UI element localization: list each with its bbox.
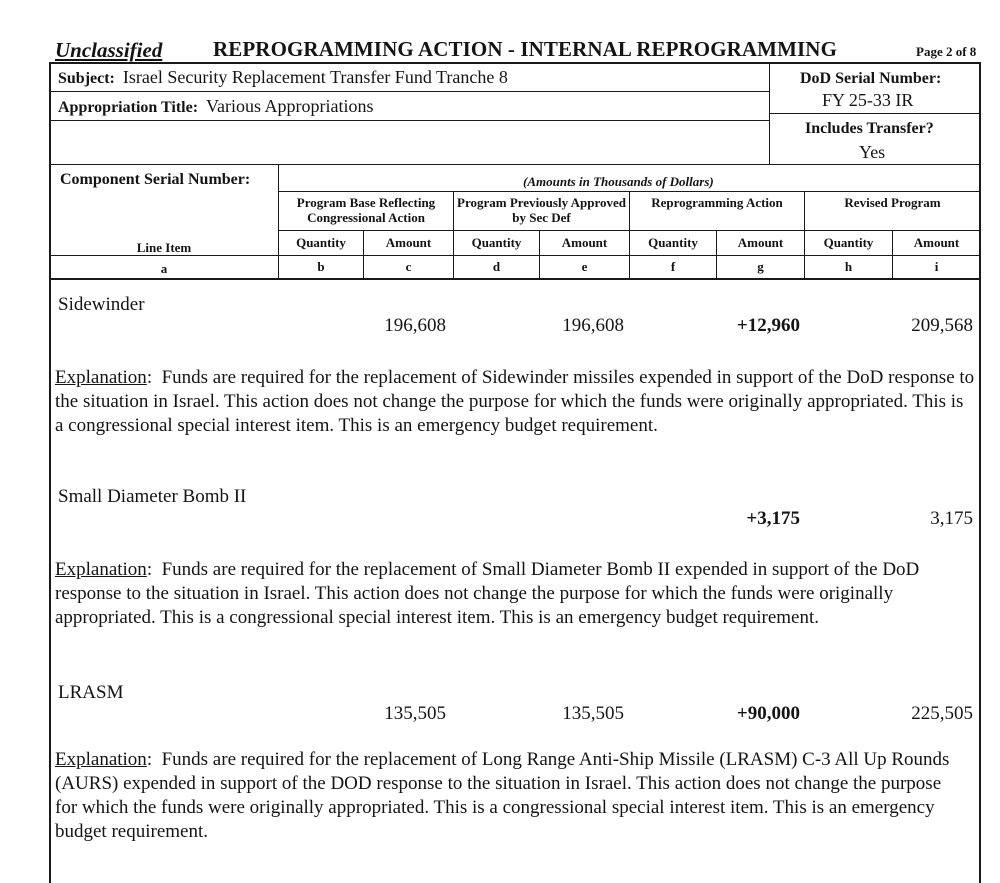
group-reprogramming-header: Reprogramming Action [651, 195, 783, 210]
component-serial-label: Component Serial Number: [60, 171, 251, 188]
explanation-paragraph: Explanation: Funds are required for the replacement of Small Diameter Bomb II expended in support of the DoD response to the situation in Israel. This action does not change the purpose for which the funds were originally appropriated. This is a congressional special interest item. This is an emergency budget requirement. [55, 559, 920, 628]
line-item-name: Sidewinder [58, 294, 145, 315]
revised-quantity-header: Quantity [823, 235, 874, 250]
frame-left [49, 62, 51, 883]
explanation-text: Funds are required for the replacement of Sidewinder missiles expended in support of the DoD response to the situation in Israel. This action does not change the purpose for which the funds were originally appropriated. This is a congressional special interest item. This is an emergency budget requirement. [55, 367, 975, 436]
base-amount-value: 135,505 [384, 703, 446, 724]
subject-underline [50, 91, 770, 92]
column-letter-f: f [670, 259, 676, 274]
explanation-paragraph: Explanation: Funds are required for the replacement of Long Range Anti-Ship Missile (LRASM) C-3 All Up Rounds (AURS) expended in support of the DOD response to the situation in Israel. This action does not change the purpose for which the funds were originally appropriated. This is a congressional special interest item. This is an emergency budget requirement. [55, 749, 950, 842]
group-base-header: Program Base Reflecting Congressional Action [296, 195, 436, 225]
explanation-label: Explanation [55, 367, 147, 388]
reprogramming-amount-value: +12,960 [736, 315, 800, 336]
explanation-label: Explanation [55, 559, 147, 580]
previous-amount-value: 135,505 [562, 703, 624, 724]
explanation-text: Funds are required for the replacement of Long Range Anti-Ship Missile (LRASM) C-3 All Up Rounds (AURS) expended in support of the DOD response to the situation in Israel. This action does not change the purpose for which the funds were originally appropriated. This is a congressional special interest item. This is an emergency budget requirement. [55, 749, 950, 842]
subject-field [58, 67, 508, 88]
explanation-label: Explanation [55, 749, 147, 770]
previous-quantity-header: Quantity [471, 235, 522, 250]
frame-top [49, 62, 980, 64]
page-number: Page 2 of 8 [916, 44, 977, 59]
column-letter-g: g [757, 259, 764, 274]
classification-marking: Unclassified [55, 38, 163, 62]
dod-serial-label: DoD Serial Number: [800, 70, 942, 87]
line-item-name: Small Diameter Bomb II [58, 486, 247, 507]
column-letter-b: b [317, 259, 325, 274]
group-revised-header: Revised Program [844, 195, 941, 210]
appropriation-value: Various Appropriations [206, 96, 374, 116]
subject-label: Subject: [58, 70, 115, 87]
previous-amount-value: 196,608 [562, 315, 624, 336]
base-amount-value: 196,608 [384, 315, 446, 336]
column-letter-d: d [492, 259, 501, 274]
includes-transfer-label: Includes Transfer? [805, 120, 934, 137]
reprogramming-quantity-header: Quantity [648, 235, 698, 250]
revised-amount-value: 3,175 [930, 508, 973, 529]
previous-amount-header: Amount [561, 235, 608, 250]
reprogramming-amount-header: Amount [737, 235, 784, 250]
serial-underline [770, 113, 980, 114]
subject-value: Israel Security Replacement Transfer Fund Tranche 8 [122, 67, 508, 87]
amounts-note: (Amounts in Thousands of Dollars) [523, 174, 714, 189]
reprogramming-amount-value: +3,175 [746, 508, 800, 529]
dod-serial-value: FY 25-33 IR [822, 90, 914, 110]
document-title: REPROGRAMMING ACTION - INTERNAL REPROGRAMMING [213, 37, 837, 61]
appropriation-underline [50, 120, 770, 121]
revised-amount-value: 209,568 [911, 315, 973, 336]
line-item-name: LRASM [58, 682, 124, 703]
includes-transfer-value: Yes [859, 142, 886, 162]
header-bottom [50, 164, 980, 165]
frame-right [979, 62, 981, 883]
group-previous-header: Program Previously Approved by Sec Def [457, 195, 626, 225]
letter-row-underline [50, 278, 980, 280]
column-letter-i: i [934, 259, 939, 274]
column-letter-c: c [405, 259, 412, 274]
revised-amount-header: Amount [913, 235, 960, 250]
line-item-header: Line Item [136, 240, 192, 255]
column-letter-h: h [844, 259, 853, 274]
explanation-text: Funds are required for the replacement of Small Diameter Bomb II expended in support of the DoD response to the situation in Israel. This action does not change the purpose for which the funds were originally appropriated. This is a congressional special interest item. This is an emergency budget requirement. [55, 559, 920, 628]
explanation-paragraph: Explanation: Funds are required for the replacement of Sidewinder missiles expended in support of the DoD response to the situation in Israel. This action does not change the purpose for which the funds were originally appropriated. This is a congressional special interest item. This is an emergency budget requirement. [55, 367, 975, 436]
base-quantity-header: Quantity [296, 235, 346, 250]
revised-amount-value: 225,505 [911, 703, 973, 724]
column-letter-a: a [160, 261, 168, 276]
appropriation-label: Appropriation Title: [58, 99, 199, 116]
appropriation-field [58, 96, 374, 117]
column-letter-e: e [581, 259, 588, 274]
base-amount-header: Amount [385, 235, 432, 250]
reprogramming-amount-value: +90,000 [736, 703, 800, 724]
